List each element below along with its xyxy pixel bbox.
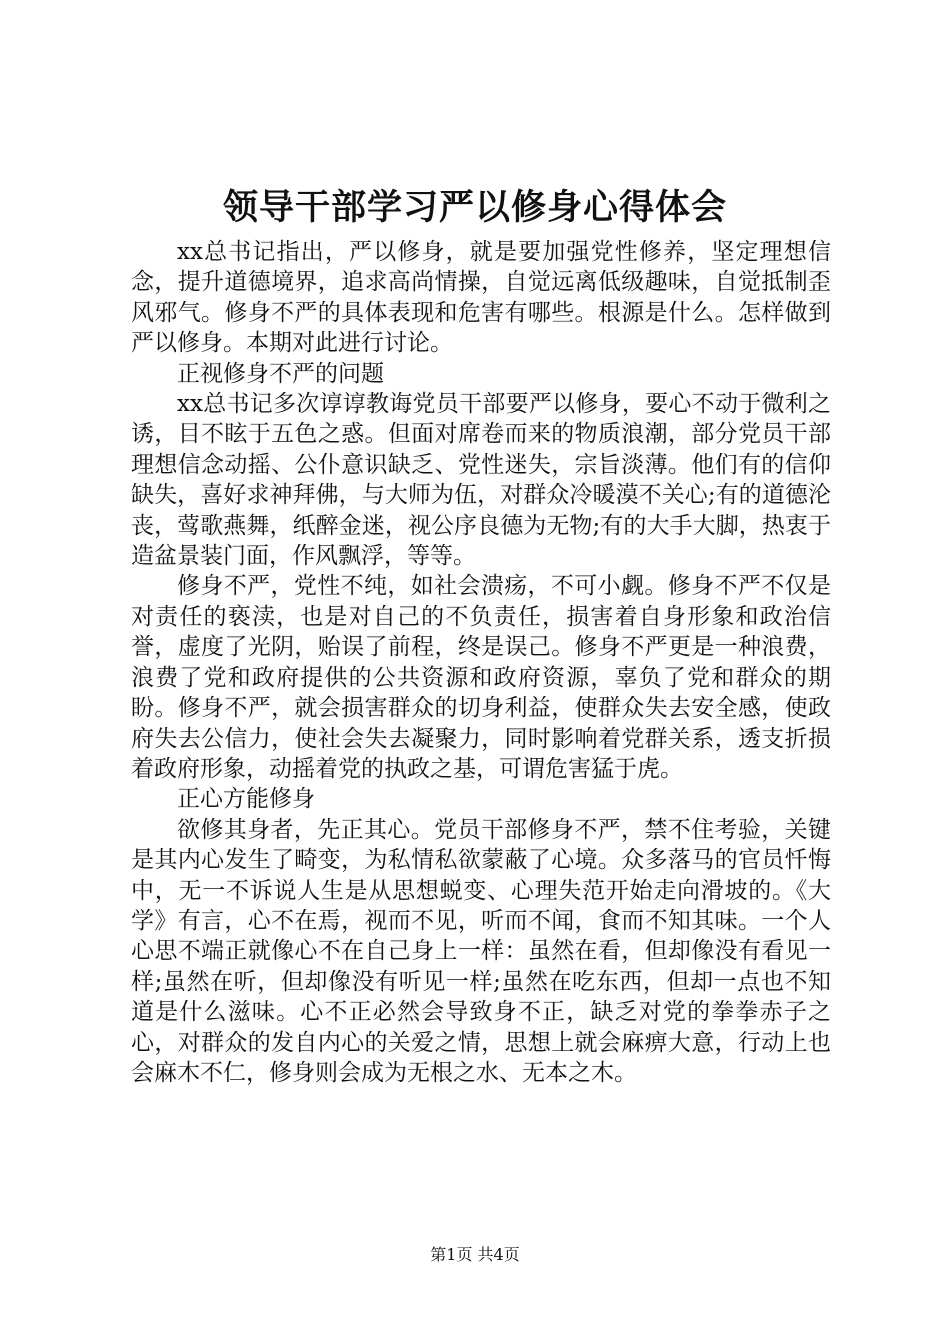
paragraph-heart: 欲修其身者，先正其心。党员干部修身不严，禁不住考验，关键是其内心发生了畸变，为私情私欲蒙蔽了心境。众多落马的官员忏悔中，无一不诉说人生是从思想蜕变、心理失范开始走向滑坡的。《大学》有言，心不在焉，视而不见，听而不闻，食而不知其味。一个人心思不端正就像心不在自己身上一样：虽然在看，但却像没有看见一样;虽然在听，但却像没有听见一样;虽然在吃东西，但却一点也不知道是什么滋味。心不正必然会导致身不正，缺乏对党的拳拳赤子之心，对群众的发自内心的关爱之情，思想上就会麻痹大意，行动上也会麻木不仁，修身则会成为无根之水、无本之木。 (131, 816, 831, 1086)
paragraph-intro: xx总书记指出，严以修身，就是要加强党性修养，坚定理想信念，提升道德境界，追求高尚情操，自觉远离低级趣味，自觉抵制歪风邪气。修身不严的具体表现和危害有哪些。根源是什么。怎样做到严以修身。本期对此进行讨论。 (131, 239, 831, 357)
section-heading-heart: 正心方能修身 (177, 786, 315, 813)
document-title: 领导干部学习严以修身心得体会 (222, 187, 727, 228)
section-heading-problem: 正视修身不严的问题 (177, 360, 384, 387)
document-body (131, 237, 831, 1088)
page-number-footer: 第1页 共4页 (430, 1245, 520, 1264)
paragraph-problem: xx总书记多次谆谆教诲党员干部要严以修身，要心不动于微利之诱，目不眩于五色之惑。但面对席卷而来的物质浪潮，部分党员干部理想信念动摇、公仆意识缺乏、党性迷失，宗旨淡薄。他们有的信仰缺失，喜好求神拜佛，与大师为伍，对群众冷暖漠不关心;有的道德沦丧，莺歌燕舞，纸醉金迷，视公序良德为无物;有的大手大脚，热衷于造盆景装门面，作风飘浮，等等。 (131, 391, 831, 570)
paragraph-harm: 修身不严，党性不纯，如社会溃疡，不可小觑。修身不严不仅是对责任的亵渎，也是对自己的不负责任，损害着自身形象和政治信誉，虚度了光阴，贻误了前程，终是误己。修身不严更是一种浪费，浪费了党和政府提供的公共资源和政府资源，辜负了党和群众的期盼。修身不严，就会损害群众的切身利益，使群众失去安全感，使政府失去公信力，使社会失去凝聚力，同时影响着党群关系，透支折损着政府形象，动摇着党的执政之基，可谓危害猛于虎。 (131, 573, 831, 782)
